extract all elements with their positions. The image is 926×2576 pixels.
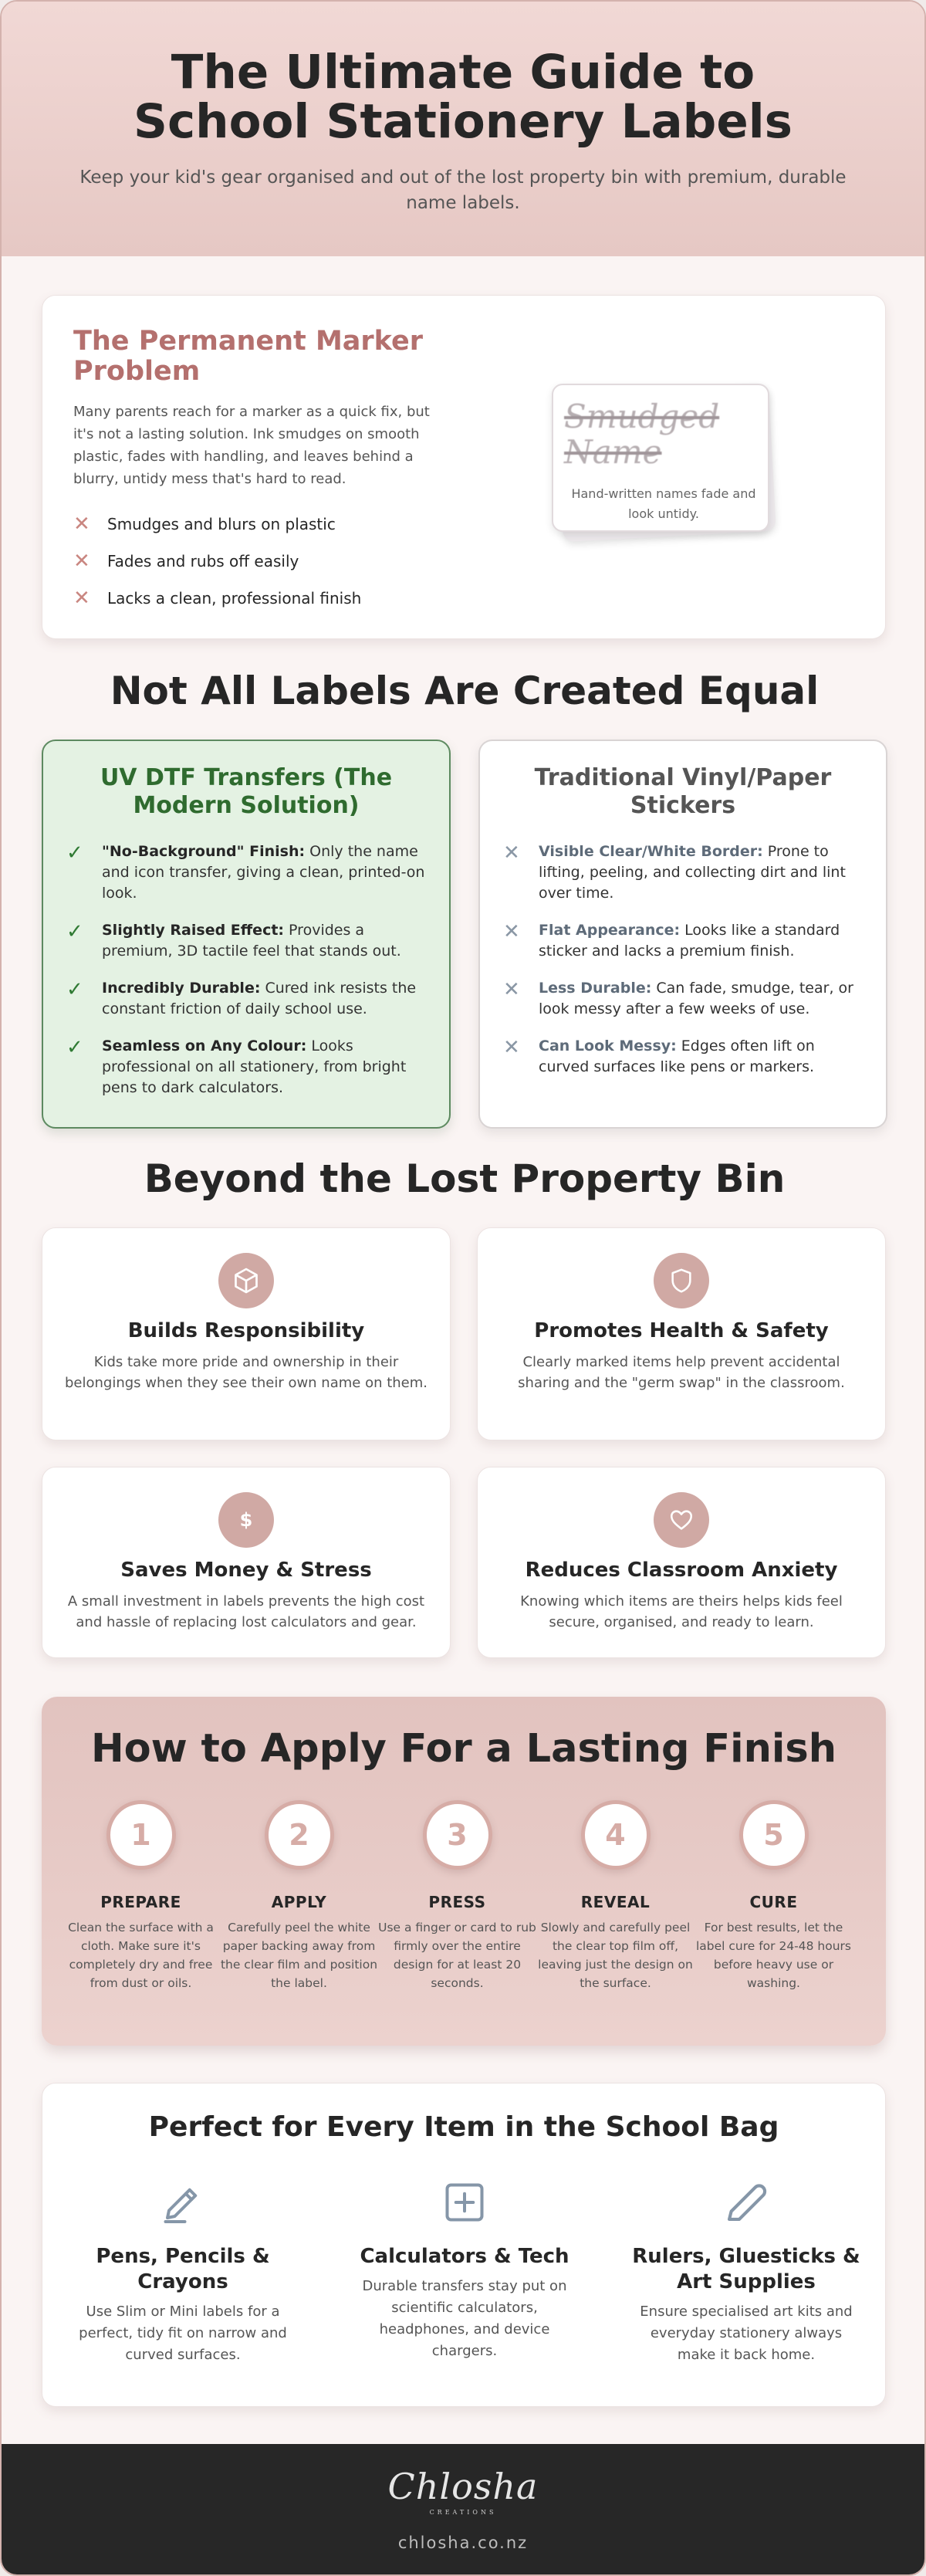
problem-list — [73, 506, 361, 617]
drawback-text: Edges often lift on curved surfaces like pens or markers. — [539, 1038, 815, 1075]
benefit-title: Builds Responsibility — [127, 1319, 365, 1342]
x-icon: ✕ — [73, 550, 90, 573]
step-text: Slowly and carefully peel the clear top film off, leaving just the design on the surface. — [538, 1921, 693, 1990]
feature-label: Slightly Raised Effect: — [102, 922, 285, 939]
benefit-text: Clearly marked items help prevent accidental sharing and the "germ swap" in the classroom. — [518, 1354, 845, 1391]
uv-dtf-title: UV DTF Transfers (The Modern Solution) — [100, 764, 393, 819]
benefits-title: Beyond the Lost Property Bin — [144, 1156, 786, 1201]
step-number: 1 — [106, 1800, 176, 1870]
problem-point: Fades and rubs off easily — [107, 552, 299, 570]
drawback-label: Can Look Messy: — [539, 1038, 677, 1054]
benefit-text: Knowing which items are theirs helps kids feel secure, organised, and ready to learn. — [520, 1593, 843, 1630]
check-icon: ✓ — [66, 978, 83, 1001]
brand-logo: Chlosha — [387, 2466, 539, 2507]
drawback-text: Prone to lifting, peeling, and collecting dirt and lint over time. — [539, 843, 846, 902]
problem-point: Smudges and blurs on plastic — [107, 515, 336, 533]
step-title: REVEAL — [580, 1893, 651, 1911]
item-title: Pens, Pencils & Crayons — [96, 2245, 270, 2293]
step-number: 3 — [423, 1800, 492, 1870]
step-text: Carefully peel the white paper backing away from the clear film and position the label. — [220, 1921, 378, 1990]
feature-text: Provides a premium, 3D tactile feel that stands out. — [102, 922, 401, 960]
box-icon — [218, 1253, 274, 1308]
step-title: CURE — [749, 1893, 798, 1911]
drawback-label: Visible Clear/White Border: — [539, 843, 763, 860]
item-title: Rulers, Gluesticks & Art Supplies — [632, 2245, 860, 2293]
problem-intro: Many parents reach for a marker as a quick fix, but it's not a lasting solution. Ink smudges on smooth plastic, fades with handling, and leaves behind a blurry, untidy mess that's hard to read. — [73, 404, 430, 487]
shield-icon — [654, 1253, 709, 1308]
heart-icon — [654, 1492, 709, 1548]
benefit-title: Saves Money & Stress — [120, 1559, 372, 1582]
benefit-title: Promotes Health & Safety — [534, 1319, 829, 1342]
benefit-card-health — [477, 1227, 886, 1440]
label-front-card — [552, 384, 769, 532]
x-icon: ✕ — [503, 1036, 520, 1059]
vinyl-sticker-list — [503, 841, 863, 1078]
uv-dtf-list — [66, 841, 426, 1098]
feature-label: Incredibly Durable: — [102, 980, 261, 997]
dollar-icon — [218, 1492, 274, 1548]
page-subtitle: Keep your kid's gear organised and out of the lost property bin with premium, durable name labels. — [79, 168, 847, 213]
check-icon: ✓ — [66, 1036, 83, 1059]
item-text: Durable transfers stay put on scientific calculators, headphones, and device chargers. — [362, 2278, 567, 2359]
dollar-glyph: $ — [239, 1509, 253, 1531]
step-text: For best results, let the label cure for 24-48 hours before heavy use or washing. — [695, 1921, 852, 1990]
step-number: 2 — [265, 1800, 334, 1870]
how-to-apply-panel — [42, 1697, 886, 2046]
problem-title: The Permanent Marker Problem — [73, 326, 423, 387]
list-item — [66, 1036, 426, 1098]
step-number: 5 — [739, 1800, 809, 1870]
pencil-icon — [59, 2178, 306, 2227]
benefit-card-anxiety — [477, 1467, 886, 1658]
drawback-text: Can fade, smudge, tear, or look messy after a few weeks of use. — [539, 980, 853, 1017]
footer — [2, 2444, 924, 2576]
x-icon: ✕ — [73, 513, 90, 536]
drawback-text: Looks like a standard sticker and lacks a premium finish. — [539, 922, 840, 960]
step-title: PREPARE — [100, 1893, 181, 1911]
feature-label: "No-Background" Finish: — [102, 843, 306, 860]
benefit-title: Reduces Classroom Anxiety — [525, 1559, 838, 1582]
item-text: Ensure specialised art kits and everyday stationery always make it back home. — [640, 2304, 853, 2363]
step-text: Clean the surface with a cloth. Make sure it's completely dry and free from dust or oils. — [68, 1921, 214, 1990]
step-press — [378, 1800, 536, 1992]
problem-card — [42, 295, 886, 639]
feature-text: Looks professional on all stationery, from bright pens to dark calculators. — [102, 1038, 407, 1096]
drawback-label: Less Durable: — [539, 980, 652, 997]
benefit-card-responsibility — [42, 1227, 451, 1440]
feature-text: Cured ink resists the constant friction of daily school use. — [102, 980, 417, 1017]
howto-title: How to Apply For a Lasting Finish — [90, 1726, 837, 1772]
drawback-label: Flat Appearance: — [539, 922, 681, 939]
benefit-text: Kids take more pride and ownership in their belongings when they see their own name on them. — [65, 1354, 428, 1391]
smudge-caption: Hand-written names fade and look untidy. — [571, 486, 756, 521]
list-item — [66, 920, 426, 962]
perfect-title: Perfect for Every Item in the School Bag — [148, 2111, 779, 2143]
list-item — [503, 920, 863, 962]
list-item — [73, 506, 361, 543]
list-item — [503, 978, 863, 1020]
item-text: Use Slim or Mini labels for a perfect, tidy fit on narrow and curved surfaces. — [79, 2304, 287, 2363]
website-link[interactable]: chlosha.co.nz — [397, 2534, 529, 2552]
benefit-text: A small investment in labels prevents the high cost and hassle of replacing lost calculators and gear. — [67, 1593, 425, 1630]
x-icon: ✕ — [503, 978, 520, 1001]
step-title: APPLY — [271, 1893, 327, 1911]
comparison-title: Not All Labels Are Created Equal — [110, 669, 820, 713]
step-prepare — [62, 1800, 220, 1992]
problem-point: Lacks a clean, professional finish — [107, 589, 362, 608]
perfect-for-card — [42, 2083, 886, 2407]
list-item — [503, 841, 863, 904]
uv-dtf-card — [42, 740, 451, 1129]
item-pens — [59, 2178, 306, 2366]
step-number: 4 — [581, 1800, 651, 1870]
vinyl-sticker-card — [478, 740, 887, 1129]
list-item — [66, 841, 426, 904]
list-item — [73, 580, 361, 617]
check-icon: ✓ — [66, 920, 83, 943]
smudged-label-illustration — [552, 384, 776, 538]
calculator-icon — [341, 2178, 588, 2227]
item-calculators — [341, 2178, 588, 2362]
list-item — [503, 1036, 863, 1078]
vinyl-sticker-title: Traditional Vinyl/Paper Stickers — [534, 764, 832, 819]
step-cure — [694, 1800, 853, 1992]
benefit-card-money — [42, 1467, 451, 1658]
x-icon: ✕ — [503, 841, 520, 865]
page-title: The Ultimate Guide to School Stationery Labels — [133, 45, 793, 149]
smudged-name-text: Smudged Name — [564, 398, 720, 471]
ruler-icon — [623, 2178, 870, 2227]
brand-logo-subtitle: CREATIONS — [429, 2509, 497, 2516]
x-icon: ✕ — [73, 587, 90, 610]
item-title: Calculators & Tech — [360, 2245, 569, 2268]
feature-text: Only the name and icon transfer, giving a clean, printed-on look. — [102, 843, 425, 902]
step-text: Use a finger or card to rub firmly over the entire design for at least 20 seconds. — [378, 1921, 536, 1990]
item-rulers — [623, 2178, 870, 2366]
x-icon: ✕ — [503, 920, 520, 943]
list-item — [66, 978, 426, 1020]
feature-label: Seamless on Any Colour: — [102, 1038, 307, 1054]
check-icon: ✓ — [66, 841, 83, 865]
step-title: PRESS — [428, 1893, 486, 1911]
step-apply — [220, 1800, 378, 1992]
step-reveal — [536, 1800, 694, 1992]
hero-header — [2, 2, 924, 256]
list-item — [73, 543, 361, 580]
